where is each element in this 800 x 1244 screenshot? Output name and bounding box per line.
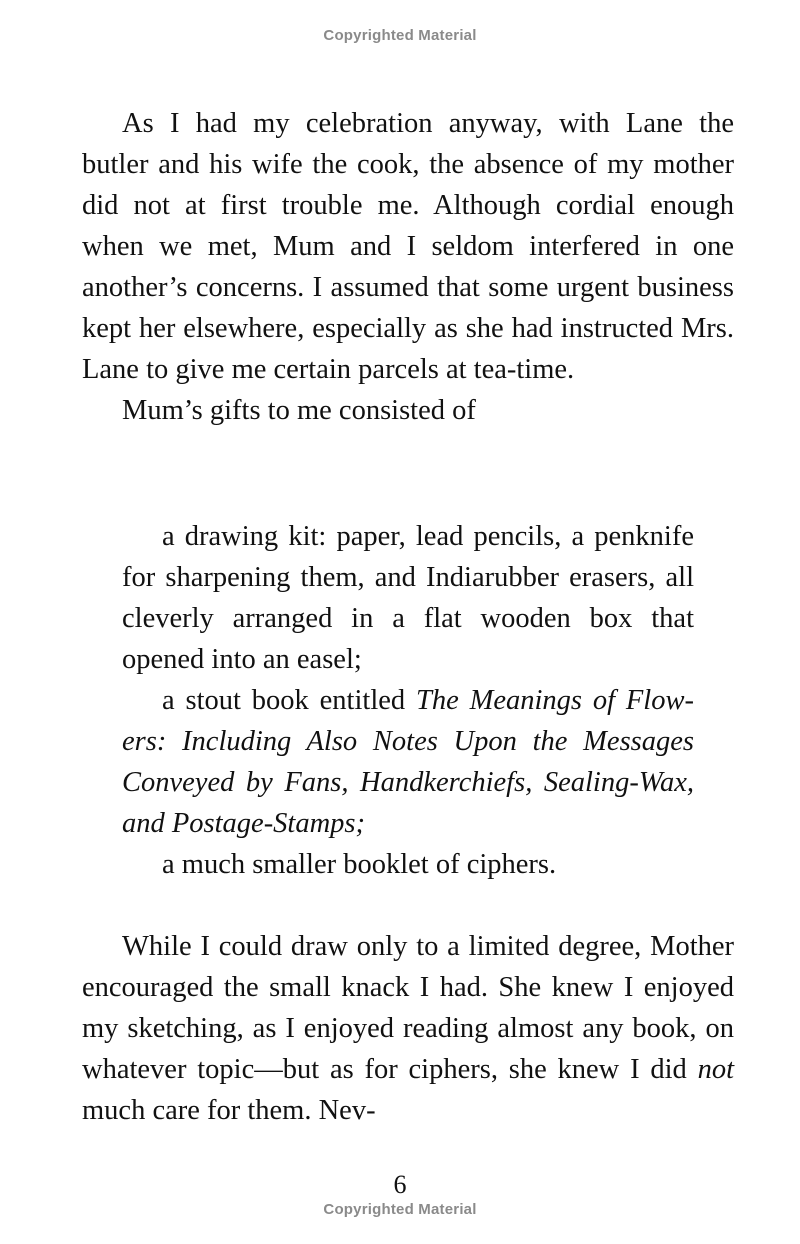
list-item-ciphers: a much smaller booklet of ciphers. (162, 849, 557, 880)
page-number: 6 (393, 1170, 407, 1199)
copyright-watermark-top: Copyrighted Material (323, 27, 477, 44)
copyright-watermark-bottom: Copyrighted Material (323, 1201, 477, 1218)
list-item-drawing-kit: a drawing kit: paper, lead pencils, a penknife for sharpening them, and Indiarubber erasers, all cleverly arranged in a flat wooden box that opened into an easel; (122, 521, 694, 675)
emphasis-not: not (697, 1054, 734, 1085)
paragraph-drawing-end: much care for them. Nev- (82, 1095, 376, 1126)
body-text-bottom (82, 926, 734, 1131)
paragraph-drawing (82, 926, 734, 1131)
paragraph-drawing-start: While I could draw only to a limited degree, Mother encouraged the small knack I had. She knew I enjoyed my sketching, as I enjoyed reading almost any book, on whatever topic—but as for ciphers, she knew I did (82, 931, 734, 1085)
paragraph-celebration: As I had my celebration anyway, with Lane the butler and his wife the cook, the absence of my mother did not at first trouble me. Although cordial enough when we met, Mum and I seldom interfered in one another’s concerns. I assumed that some urgent business kept her elsewhere, especially as she had instructed Mrs. Lane to give me certain parcels at tea-time. (82, 108, 734, 385)
body-text-top (82, 103, 734, 431)
book-title: The Meanings of Flowers: Including Also Notes Upon the Messages Conveyed by Fans, Handkerchiefs, Sealing-Wax, and Postage-Stamps; (122, 685, 694, 839)
gift-list (122, 516, 694, 885)
list-item-flower-book (122, 680, 694, 844)
paragraph-gifts-intro: Mum’s gifts to me consisted of (122, 395, 476, 426)
list-item-flower-book-prefix: a stout book entitled (162, 685, 416, 716)
